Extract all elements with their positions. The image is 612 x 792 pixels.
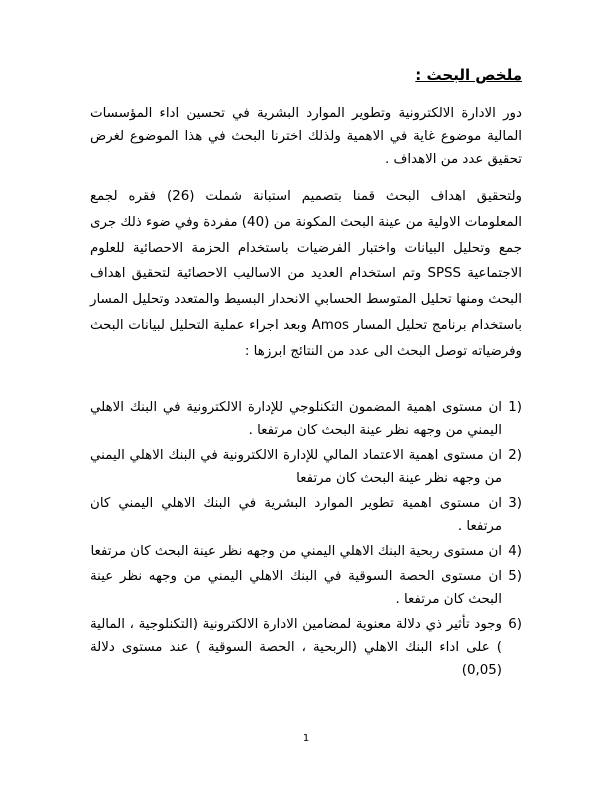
intro-paragraph: دور الادارة الالكترونية وتطوير الموارد البشرية في تحسين اداء المؤسسات المالية موضوع غاية في الاهمية ولذلك اخترنا البحث في هذا الموضوع لغرض تحقيق عدد من الاهداف . — [90, 106, 522, 167]
list-item-text: ان مستوى ربحية البنك الاهلي اليمني من وجهه نظر عينة البحث كان مرتفعا — [90, 544, 502, 559]
list-item-text: ان مستوى الحصة السوقية في البنك الاهلي اليمني من وجهه نظر عينة البحث كان مرتفعا . — [90, 569, 502, 607]
page-number: 1 — [302, 733, 310, 744]
list-item — [90, 396, 522, 442]
list-item — [90, 540, 522, 563]
methodology-paragraph: ولتحقيق اهداف البحث قمنا بتصميم استبانة شملت (26) فقره لجمع المعلومات الاولية من عينة البحث المكونة من (40) مفردة وفي ضوء ذلك جرى جمع وتحليل البيانات واختبار الفرضيات باستخدام الحزمة الاحصائية للعلوم الاجتماعية SPSS وتم استخدام العديد من الاساليب الاحصائية لتحقيق اهداف البحث ومنها تحليل المتوسط الحسابي الانحدار البسيط والمتعدد وتحليل المسار باستخدام برنامج تحليل المسار Amos وبعد اجراء عملية التحليل لبيانات البحث وفرضياته توصل البحث الى عدد من النتائج ابرزها : — [90, 189, 522, 359]
list-item-number: 1) — [508, 400, 522, 415]
list-item-number: 3) — [508, 496, 522, 511]
list-item — [90, 444, 522, 490]
list-item-number: 5) — [508, 569, 522, 584]
list-item-number: 4) — [508, 544, 522, 559]
list-item-number: 6) — [508, 617, 522, 632]
page-title: ملخص البحث : — [415, 66, 522, 84]
list-item-text: ان مستوى اهمية الاعتماد المالي للإدارة الالكترونية في البنك الاهلي اليمني من وجهه نظر عينة البحث كان مرتفعا — [90, 448, 502, 486]
list-item-text: وجود تأثير ذي دلالة معنوية لمضامين الادارة الالكترونية (التكنلوجية ، المالية ) على اداء البنك الاهلي (الربحية ، الحصة السوقية ) عند مستوى دلالة (0,05) — [90, 617, 502, 678]
list-item-text: ان مستوى اهمية تطوير الموارد البشرية في البنك الاهلي اليمني كان مرتفعا . — [90, 496, 502, 534]
list-item-number: 2) — [508, 448, 522, 463]
list-item-text: ان مستوى اهمية المضمون التكنلوجي للإدارة الالكترونية في البنك الاهلي اليمني من وجهه نظر عينة البحث كان مرتفعا . — [90, 400, 502, 438]
list-item — [90, 492, 522, 538]
list-item — [90, 565, 522, 611]
results-list — [90, 396, 522, 684]
list-item — [90, 613, 522, 682]
